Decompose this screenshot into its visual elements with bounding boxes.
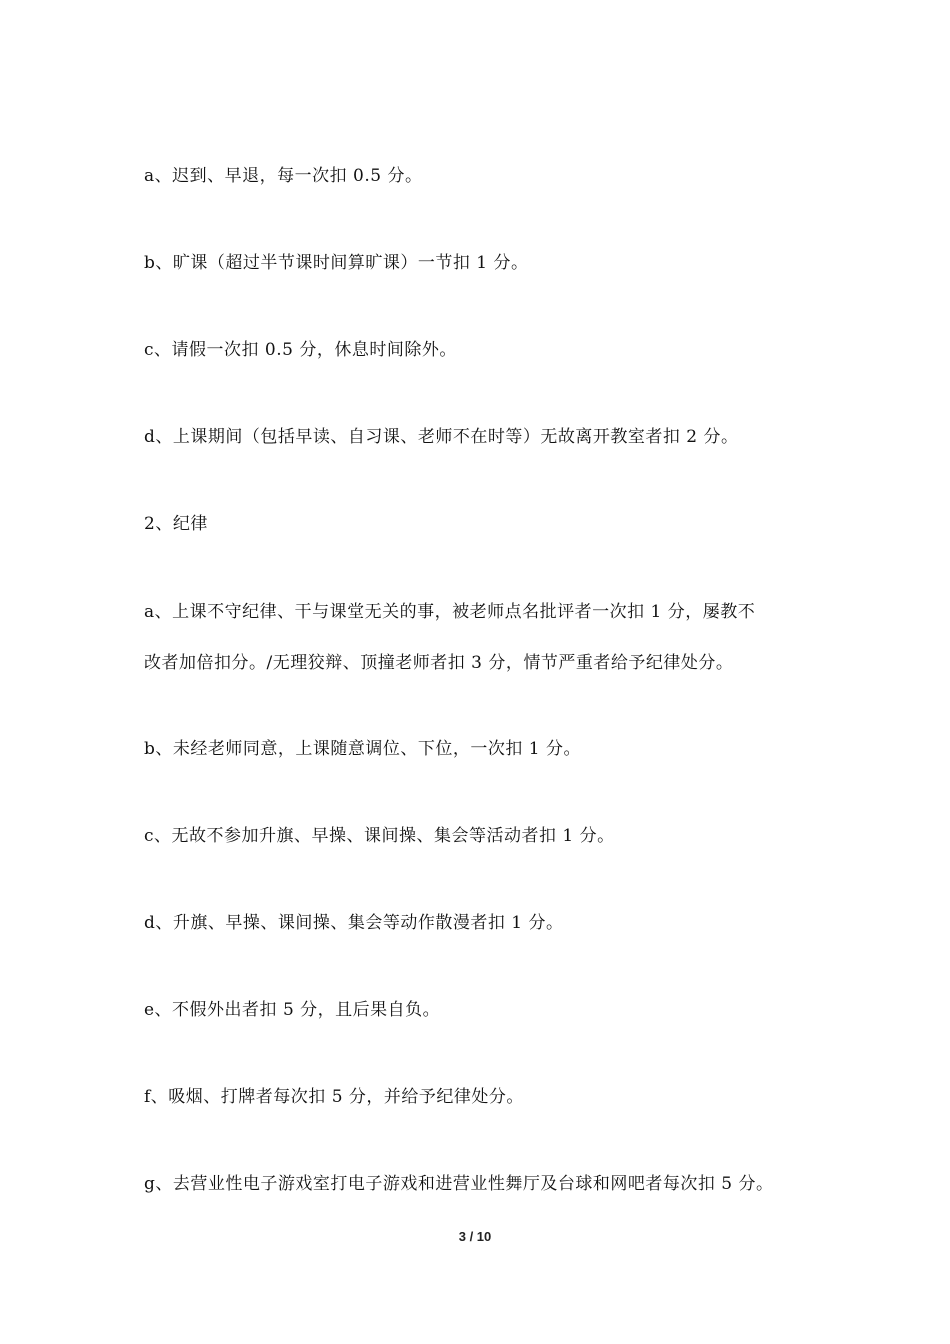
rule-line-a-discipline-continued: 改者加倍扣分。/无理狡辩、顶撞老师者扣 3 分，情节严重者给予纪律处分。 [144, 653, 734, 673]
rule-line-b-seat-change: b、未经老师同意，上课随意调位、下位，一次扣 1 分。 [144, 739, 582, 759]
rule-line-c-leave: c、请假一次扣 0.5 分，休息时间除外。 [144, 340, 457, 360]
rule-line-e-unauthorized-leave: e、不假外出者扣 5 分，且后果自负。 [144, 1000, 441, 1020]
rule-line-c-absent-activities: c、无故不参加升旗、早操、课间操、集会等活动者扣 1 分。 [144, 826, 615, 846]
page-number: 3 / 10 [458, 1229, 492, 1244]
rule-line-a-discipline: a、上课不守纪律、干与课堂无关的事，被老师点名批评者一次扣 1 分，屡教不 [144, 602, 756, 622]
rule-line-d-sloppy-movement: d、升旗、早操、课间操、集会等动作散漫者扣 1 分。 [144, 913, 564, 933]
rule-line-b-truancy: b、旷课（超过半节课时间算旷课）一节扣 1 分。 [144, 253, 529, 273]
rule-line-d-leaving-class: d、上课期间（包括早读、自习课、老师不在时等）无故离开教室者扣 2 分。 [144, 427, 739, 447]
rule-line-g-game-halls: g、去营业性电子游戏室打电子游戏和进营业性舞厅及台球和网吧者每次扣 5 分。 [144, 1174, 774, 1194]
rule-line-f-smoking-cards: f、吸烟、打牌者每次扣 5 分，并给予纪律处分。 [144, 1087, 524, 1107]
rule-line-a-lateness: a、迟到、早退，每一次扣 0.5 分。 [144, 166, 423, 186]
section-heading-discipline: 2、纪律 [144, 514, 208, 534]
